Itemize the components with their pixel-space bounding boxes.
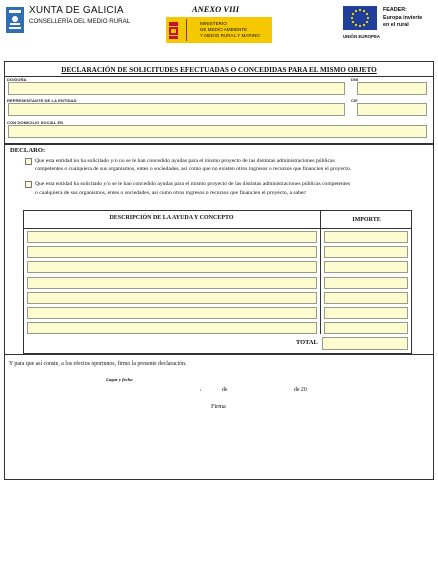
feader-line-3: en el rural <box>383 22 409 28</box>
ministry-line-1: MINISTERIO <box>200 21 227 26</box>
spain-shield-icon <box>168 20 179 40</box>
aid-description-field[interactable] <box>27 277 317 289</box>
aid-amount-field[interactable] <box>324 277 408 289</box>
aid-amount-field[interactable] <box>324 292 408 304</box>
xunta-department: CONSELLERÍA DEL MEDIO RURAL <box>29 18 131 25</box>
total-field[interactable] <box>322 337 408 350</box>
place-date-label: Lugar y fecha <box>106 377 133 382</box>
ministry-logo <box>166 17 272 43</box>
option-no-aid-line-2: competentes o cualquiera de sus organismos, entes o sociedades, así como que no existen otros ingresos o recursos que financien el proyecto. <box>35 166 352 172</box>
aid-amount-field[interactable] <box>324 231 408 243</box>
eu-label: UNIÓN EUROPEA <box>343 34 381 39</box>
aid-amount-field[interactable] <box>324 261 408 273</box>
xunta-name: XUNTA DE GALICIA <box>29 5 124 16</box>
ministry-line-2: DE MEDIO AMBIENTE <box>200 27 248 32</box>
feader-line-1: FEADER: <box>383 7 407 13</box>
name-field[interactable] <box>8 82 345 95</box>
signature-label: Firma <box>211 403 226 410</box>
aid-description-field[interactable] <box>27 246 317 258</box>
address-field[interactable] <box>8 125 427 138</box>
column-description-header: DESCRIPCIÓN DE LA AYUDA Y CONCEPTO <box>109 215 234 221</box>
address-label: CON DOMICILIO SOCIAL EN <box>7 120 64 125</box>
representative-label: REPRESENTANTE DE LA ENTIDAD <box>7 98 77 103</box>
form-title: DECLARACIÓN DE SOLICITUDES EFECTUADAS O CONCEDIDAS PARA EL MISMO OBJETO <box>61 66 377 74</box>
annex-label: ANEXO VIII <box>192 4 240 14</box>
dni-field[interactable] <box>357 82 427 95</box>
ministry-line-3: Y MEDIO RURAL Y MARINO <box>200 33 260 38</box>
column-amount-header: IMPORTE <box>352 217 381 223</box>
date-year-prefix: de 20 <box>294 387 307 393</box>
aid-amount-field[interactable] <box>324 322 408 334</box>
title-rule <box>4 61 434 62</box>
aid-description-field[interactable] <box>27 292 317 304</box>
eu-flag-icon <box>343 6 377 30</box>
name-label: DO/DOÑA <box>7 77 27 82</box>
option-with-aid-line-2: o cualquiera de sus organismos, entes o sociedades, así como otros ingresos o recursos que financien el proyecto, a saber: <box>35 190 307 196</box>
option-with-aid-line-1: Que esta entidad ha solicitado y/o se le han concedido ayudas para el mismo proyecto de las distintas administraciones públicas competentes <box>35 181 351 187</box>
place-comma: , <box>200 386 202 392</box>
option-with-aid-checkbox[interactable] <box>25 181 32 188</box>
ministry-divider <box>186 19 187 41</box>
aid-amount-field[interactable] <box>324 307 408 319</box>
aid-description-field[interactable] <box>27 322 317 334</box>
option-no-aid-line-1: Que esta entidad no ha solicitado y/o no se le han concedido ayudas para el mismo proyecto de las distintas administraciones públicas <box>35 158 335 164</box>
dni-label: DNI <box>351 77 359 82</box>
date-de: de <box>222 387 228 393</box>
option-no-aid-checkbox[interactable] <box>25 158 32 165</box>
aid-description-field[interactable] <box>27 307 317 319</box>
aid-description-field[interactable] <box>27 231 317 243</box>
closing-statement: Y para que así conste, a los efectos oportunos, firmo la presente declaración. <box>9 361 187 367</box>
representative-field[interactable] <box>8 103 345 116</box>
cif-label: CIF <box>351 98 358 103</box>
total-label: TOTAL <box>296 339 318 346</box>
feader-line-2: Europa invierte <box>383 15 423 21</box>
declaration-label: DECLARO: <box>10 147 46 154</box>
aid-amount-field[interactable] <box>324 246 408 258</box>
cif-field[interactable] <box>357 103 427 116</box>
aid-table-header-rule <box>23 228 412 229</box>
aid-description-field[interactable] <box>27 261 317 273</box>
xunta-logo-icon <box>6 7 24 33</box>
